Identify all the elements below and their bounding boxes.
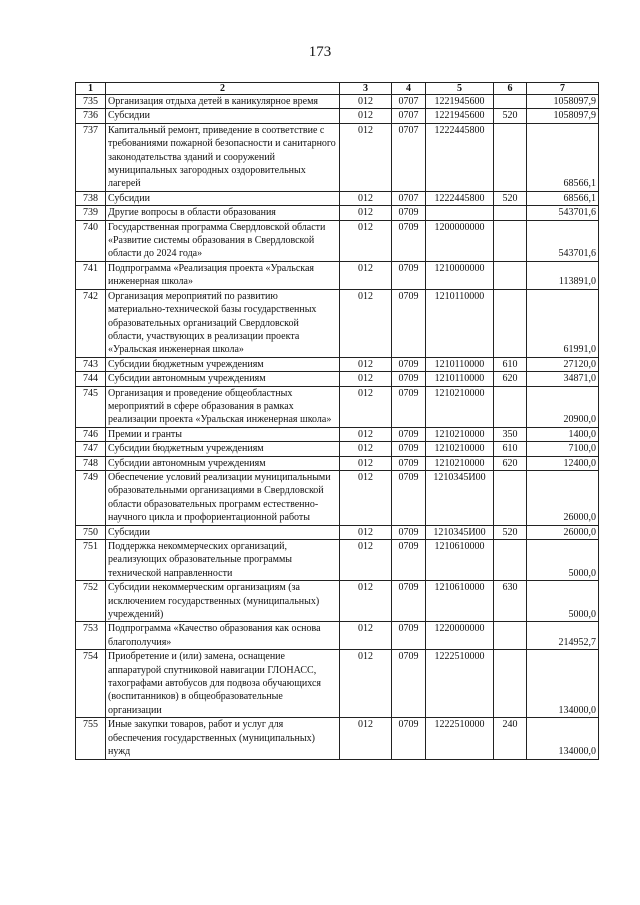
table-row bbox=[76, 442, 599, 456]
row-target-code: 1210110000 bbox=[426, 289, 494, 357]
row-section-code: 0709 bbox=[392, 540, 426, 581]
col-header-7: 7 bbox=[527, 83, 599, 95]
row-amount: 214952,7 bbox=[527, 622, 599, 650]
row-section-code: 0707 bbox=[392, 191, 426, 205]
row-target-code: 1210210000 bbox=[426, 427, 494, 441]
row-ministry-code: 012 bbox=[340, 123, 392, 191]
row-target-code: 1210345И00 bbox=[426, 470, 494, 525]
table-row bbox=[76, 357, 599, 371]
row-name: Подпрограмма «Реализация проекта «Уральская инженерная школа» bbox=[106, 261, 340, 289]
row-amount: 543701,6 bbox=[527, 206, 599, 220]
row-target-code: 1210610000 bbox=[426, 581, 494, 622]
row-number: 744 bbox=[76, 372, 106, 386]
col-header-5: 5 bbox=[426, 83, 494, 95]
row-amount: 543701,6 bbox=[527, 220, 599, 261]
row-amount: 113891,0 bbox=[527, 261, 599, 289]
row-ministry-code: 012 bbox=[340, 470, 392, 525]
row-target-code: 1210000000 bbox=[426, 261, 494, 289]
table-row bbox=[76, 220, 599, 261]
row-amount: 61991,0 bbox=[527, 289, 599, 357]
row-expense-type: 610 bbox=[494, 357, 527, 371]
row-number: 746 bbox=[76, 427, 106, 441]
row-section-code: 0709 bbox=[392, 289, 426, 357]
row-target-code: 1221945600 bbox=[426, 109, 494, 123]
row-expense-type: 350 bbox=[494, 427, 527, 441]
row-target-code: 1221945600 bbox=[426, 95, 494, 109]
table-row bbox=[76, 206, 599, 220]
row-number: 736 bbox=[76, 109, 106, 123]
row-amount: 1058097,9 bbox=[527, 95, 599, 109]
row-section-code: 0709 bbox=[392, 220, 426, 261]
row-name: Субсидии бюджетным учреждениям bbox=[106, 357, 340, 371]
row-ministry-code: 012 bbox=[340, 540, 392, 581]
row-amount: 134000,0 bbox=[527, 718, 599, 759]
table-row bbox=[76, 718, 599, 759]
table-row bbox=[76, 191, 599, 205]
row-ministry-code: 012 bbox=[340, 95, 392, 109]
row-section-code: 0709 bbox=[392, 357, 426, 371]
row-amount: 34871,0 bbox=[527, 372, 599, 386]
row-number: 745 bbox=[76, 386, 106, 427]
row-amount: 1058097,9 bbox=[527, 109, 599, 123]
col-header-1: 1 bbox=[76, 83, 106, 95]
row-amount: 26000,0 bbox=[527, 525, 599, 539]
row-ministry-code: 012 bbox=[340, 622, 392, 650]
row-expense-type: 630 bbox=[494, 581, 527, 622]
row-name: Организация и проведение общеобластных мероприятий в сфере образования в рамках реализации проекта «Уральская инженерная школа» bbox=[106, 386, 340, 427]
row-expense-type bbox=[494, 650, 527, 718]
row-section-code: 0709 bbox=[392, 470, 426, 525]
row-expense-type bbox=[494, 540, 527, 581]
row-section-code: 0709 bbox=[392, 525, 426, 539]
row-name: Субсидии некоммерческим организациям (за исключением государственных (муниципальных) учреждений) bbox=[106, 581, 340, 622]
row-ministry-code: 012 bbox=[340, 357, 392, 371]
row-number: 750 bbox=[76, 525, 106, 539]
row-target-code: 1210210000 bbox=[426, 442, 494, 456]
row-expense-type bbox=[494, 289, 527, 357]
row-name: Организация мероприятий по развитию материально-технической базы государственных образовательных организаций Свердловской области, участвующих в реализации проекта «Уральская инженерная школа» bbox=[106, 289, 340, 357]
row-name: Субсидии bbox=[106, 109, 340, 123]
row-ministry-code: 012 bbox=[340, 427, 392, 441]
row-section-code: 0709 bbox=[392, 456, 426, 470]
row-ministry-code: 012 bbox=[340, 109, 392, 123]
row-number: 749 bbox=[76, 470, 106, 525]
col-header-2: 2 bbox=[106, 83, 340, 95]
row-expense-type bbox=[494, 470, 527, 525]
row-section-code: 0709 bbox=[392, 581, 426, 622]
row-target-code: 1220000000 bbox=[426, 622, 494, 650]
row-target-code: 1222445800 bbox=[426, 123, 494, 191]
row-section-code: 0709 bbox=[392, 386, 426, 427]
row-section-code: 0709 bbox=[392, 442, 426, 456]
row-ministry-code: 012 bbox=[340, 206, 392, 220]
row-number: 753 bbox=[76, 622, 106, 650]
table-row bbox=[76, 123, 599, 191]
row-number: 755 bbox=[76, 718, 106, 759]
row-amount: 5000,0 bbox=[527, 540, 599, 581]
row-target-code: 1210110000 bbox=[426, 357, 494, 371]
row-number: 754 bbox=[76, 650, 106, 718]
row-expense-type: 620 bbox=[494, 456, 527, 470]
table-row bbox=[76, 95, 599, 109]
row-target-code: 1222510000 bbox=[426, 718, 494, 759]
row-expense-type bbox=[494, 261, 527, 289]
row-number: 741 bbox=[76, 261, 106, 289]
row-name: Субсидии bbox=[106, 191, 340, 205]
row-amount: 5000,0 bbox=[527, 581, 599, 622]
table-row bbox=[76, 372, 599, 386]
row-amount: 20900,0 bbox=[527, 386, 599, 427]
row-amount: 27120,0 bbox=[527, 357, 599, 371]
row-expense-type: 610 bbox=[494, 442, 527, 456]
row-name: Обеспечение условий реализации муниципальными образовательными организациями в Свердловской области образовательных программ естественно-научного цикла и профориентационной работы bbox=[106, 470, 340, 525]
row-number: 747 bbox=[76, 442, 106, 456]
row-amount: 7100,0 bbox=[527, 442, 599, 456]
row-ministry-code: 012 bbox=[340, 456, 392, 470]
row-section-code: 0709 bbox=[392, 261, 426, 289]
row-expense-type bbox=[494, 386, 527, 427]
row-target-code: 1200000000 bbox=[426, 220, 494, 261]
row-name: Капитальный ремонт, приведение в соответствие с требованиями пожарной безопасности и санитарного законодательства зданий и сооружений муниципальных загородных оздоровительных лагерей bbox=[106, 123, 340, 191]
row-expense-type: 520 bbox=[494, 109, 527, 123]
row-section-code: 0709 bbox=[392, 650, 426, 718]
row-expense-type: 520 bbox=[494, 191, 527, 205]
col-header-3: 3 bbox=[340, 83, 392, 95]
row-expense-type bbox=[494, 123, 527, 191]
table-row bbox=[76, 540, 599, 581]
row-ministry-code: 012 bbox=[340, 650, 392, 718]
row-name: Другие вопросы в области образования bbox=[106, 206, 340, 220]
row-section-code: 0709 bbox=[392, 206, 426, 220]
row-section-code: 0707 bbox=[392, 95, 426, 109]
row-expense-type bbox=[494, 206, 527, 220]
row-ministry-code: 012 bbox=[340, 525, 392, 539]
row-number: 738 bbox=[76, 191, 106, 205]
row-ministry-code: 012 bbox=[340, 718, 392, 759]
row-name: Субсидии автономным учреждениям bbox=[106, 456, 340, 470]
row-name: Субсидии бюджетным учреждениям bbox=[106, 442, 340, 456]
row-target-code: 1222510000 bbox=[426, 650, 494, 718]
row-number: 737 bbox=[76, 123, 106, 191]
row-ministry-code: 012 bbox=[340, 442, 392, 456]
row-expense-type: 520 bbox=[494, 525, 527, 539]
row-section-code: 0709 bbox=[392, 718, 426, 759]
row-number: 751 bbox=[76, 540, 106, 581]
row-name: Поддержка некоммерческих организаций, реализующих образовательные программы технической направленности bbox=[106, 540, 340, 581]
table-header-row bbox=[76, 83, 599, 95]
row-amount: 134000,0 bbox=[527, 650, 599, 718]
col-header-6: 6 bbox=[494, 83, 527, 95]
row-amount: 68566,1 bbox=[527, 123, 599, 191]
row-ministry-code: 012 bbox=[340, 372, 392, 386]
row-ministry-code: 012 bbox=[340, 261, 392, 289]
row-expense-type bbox=[494, 220, 527, 261]
row-name: Государственная программа Свердловской области «Развитие системы образования в Свердловской области до 2024 года» bbox=[106, 220, 340, 261]
row-target-code bbox=[426, 206, 494, 220]
row-name: Премии и гранты bbox=[106, 427, 340, 441]
row-target-code: 1210210000 bbox=[426, 456, 494, 470]
row-expense-type: 240 bbox=[494, 718, 527, 759]
row-amount: 12400,0 bbox=[527, 456, 599, 470]
row-ministry-code: 012 bbox=[340, 220, 392, 261]
budget-table bbox=[75, 82, 599, 760]
row-number: 735 bbox=[76, 95, 106, 109]
col-header-4: 4 bbox=[392, 83, 426, 95]
row-target-code: 1222445800 bbox=[426, 191, 494, 205]
row-name: Субсидии bbox=[106, 525, 340, 539]
row-section-code: 0707 bbox=[392, 123, 426, 191]
table-row bbox=[76, 109, 599, 123]
row-name: Подпрограмма «Качество образования как основа благополучия» bbox=[106, 622, 340, 650]
page-number: 173 bbox=[308, 44, 332, 60]
row-expense-type: 620 bbox=[494, 372, 527, 386]
row-target-code: 1210210000 bbox=[426, 386, 494, 427]
row-name: Субсидии автономным учреждениям bbox=[106, 372, 340, 386]
table-row bbox=[76, 581, 599, 622]
row-number: 739 bbox=[76, 206, 106, 220]
row-target-code: 1210110000 bbox=[426, 372, 494, 386]
table-row bbox=[76, 289, 599, 357]
row-expense-type bbox=[494, 622, 527, 650]
row-name: Иные закупки товаров, работ и услуг для обеспечения государственных (муниципальных) нужд bbox=[106, 718, 340, 759]
row-number: 740 bbox=[76, 220, 106, 261]
row-name: Организация отдыха детей в каникулярное время bbox=[106, 95, 340, 109]
table-row bbox=[76, 456, 599, 470]
table-row bbox=[76, 386, 599, 427]
row-amount: 68566,1 bbox=[527, 191, 599, 205]
row-number: 742 bbox=[76, 289, 106, 357]
row-section-code: 0709 bbox=[392, 427, 426, 441]
row-number: 748 bbox=[76, 456, 106, 470]
row-ministry-code: 012 bbox=[340, 581, 392, 622]
table-row bbox=[76, 650, 599, 718]
row-section-code: 0709 bbox=[392, 372, 426, 386]
table-row bbox=[76, 261, 599, 289]
row-amount: 26000,0 bbox=[527, 470, 599, 525]
row-amount: 1400,0 bbox=[527, 427, 599, 441]
row-section-code: 0707 bbox=[392, 109, 426, 123]
row-ministry-code: 012 bbox=[340, 386, 392, 427]
row-ministry-code: 012 bbox=[340, 191, 392, 205]
row-expense-type bbox=[494, 95, 527, 109]
row-ministry-code: 012 bbox=[340, 289, 392, 357]
table-row bbox=[76, 470, 599, 525]
row-number: 743 bbox=[76, 357, 106, 371]
row-name: Приобретение и (или) замена, оснащение аппаратурой спутниковой навигации ГЛОНАСС, тахографами автобусов для подвоза обучающихся (воспитанников) в общеобразовательные организации bbox=[106, 650, 340, 718]
table-row bbox=[76, 427, 599, 441]
table-row bbox=[76, 622, 599, 650]
table-row bbox=[76, 525, 599, 539]
row-section-code: 0709 bbox=[392, 622, 426, 650]
row-number: 752 bbox=[76, 581, 106, 622]
row-target-code: 1210610000 bbox=[426, 540, 494, 581]
row-target-code: 1210345И00 bbox=[426, 525, 494, 539]
